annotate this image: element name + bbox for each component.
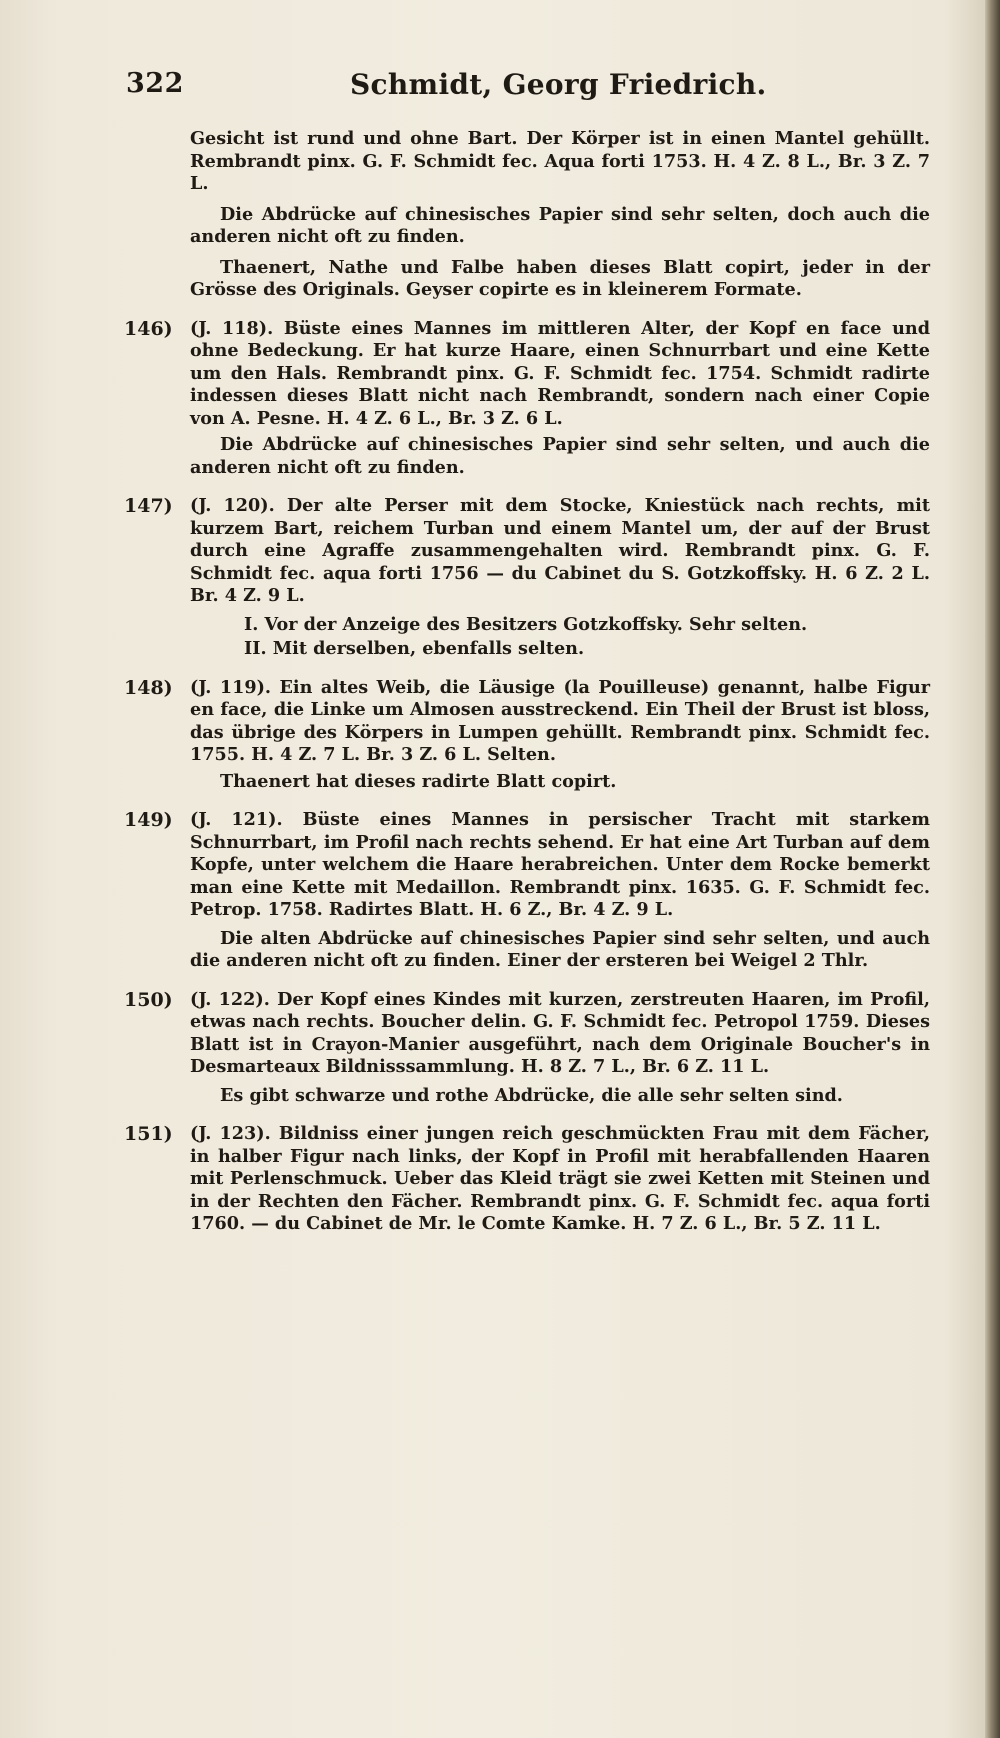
page-number: 322: [126, 68, 184, 99]
intro-paragraph: Thaenert, Nathe und Falbe haben dieses Blatt copirt, jeder in der Grösse des Originals. Geyser copirte es in kleinerem Formate.: [190, 256, 930, 300]
catalog-entry-151: [124, 1123, 930, 1236]
entry-note: Es gibt schwarze und rothe Abdrücke, die alle sehr selten sind.: [220, 1084, 843, 1106]
running-title: Schmidt, Georg Friedrich.: [350, 68, 767, 101]
page-header: [120, 64, 860, 108]
catalog-entry-147: [124, 495, 930, 661]
entry-note: Thaenert hat dieses radirte Blatt copirt.: [220, 770, 617, 792]
entry-number: 151): [124, 1123, 173, 1145]
entry-text: (J. 121). Büste eines Mannes in persischer Tracht mit starkem Schnurrbart, im Profil nach rechts sehend. Er hat eine Art Turban auf dem Kopfe, unter welchem die Haare herabreichen. Unter dem Rocke bemerkt man eine Kette mit Medaillon. Rembrandt pinx. 1635. G. F. Schmidt fec. Petrop. 1758. Radirtes Blatt. H. 6 Z., Br. 4 Z. 9 L.: [190, 809, 930, 920]
entry-number: 146): [124, 317, 173, 340]
catalog-entry-146: [124, 317, 930, 480]
page-body: [124, 128, 930, 1236]
entry-text: (J. 118). Büste eines Mannes im mittleren Alter, der Kopf en face und ohne Bedeckung. Er hat kurze Haare, einen Schnurrbart und eine Kette um den Hals. Rembrandt pinx. G. F. Schmidt fec. 1754. Schmidt radirte indessen dieses Blatt nicht nach Rembrandt, sondern nach einer Copie von A. Pesne. H. 4 Z. 6 L., Br. 3 Z. 6 L.: [190, 317, 930, 429]
entry-states: [190, 614, 930, 661]
entry-text: (J. 120). Der alte Perser mit dem Stocke, Kniestück nach rechts, mit kurzem Bart, reichem Turban und einem Mantel um, der auf der Brust durch eine Agraffe zusammengehalten wird. Rembrandt pinx. G. F. Schmidt fec. aqua forti 1756 — du Cabinet du S. Gotzkoffsky. H. 6 Z. 2 L. Br. 4 Z. 9 L.: [190, 495, 930, 606]
page-edge-shadow: [985, 0, 1000, 1738]
catalog-entry-149: [124, 809, 930, 973]
state-item: I. Vor der Anzeige des Besitzers Gotzkoffsky. Sehr selten.: [244, 613, 808, 635]
catalog-entry-148: [124, 676, 930, 794]
entry-number: 148): [124, 676, 173, 699]
catalog-entry-150: [124, 988, 930, 1108]
entry-number: 149): [124, 809, 173, 831]
entry-text: (J. 122). Der Kopf eines Kindes mit kurzen, zerstreuten Haaren, im Profil, etwas nach rechts. Boucher delin. G. F. Schmidt fec. Petropol 1759. Dieses Blatt ist in Crayon-Manier ausgeführt, nach dem Originale Boucher's in Desmarteaux Bildnisssammlung. H. 8 Z. 7 L., Br. 6 Z. 11 L.: [190, 988, 930, 1077]
entry-note: Die alten Abdrücke auf chinesisches Papier sind sehr selten, und auch die anderen nicht oft zu finden. Einer der ersteren bei Weigel 2 Thlr.: [190, 927, 930, 971]
state-item: II. Mit derselben, ebenfalls selten.: [244, 638, 585, 659]
entry-note: Die Abdrücke auf chinesisches Papier sind sehr selten, und auch die anderen nicht oft zu finden.: [190, 434, 930, 478]
entry-text: (J. 119). Ein altes Weib, die Läusige (la Pouilleuse) genannt, halbe Figur en face, die Linke um Almosen ausstreckend. Ein Theil der Brust ist bloss, das übrige des Körpers in Lumpen gehüllt. Rembrandt pinx. Schmidt fec. 1755. H. 4 Z. 7 L. Br. 3 Z. 6 L. Selten.: [190, 676, 930, 765]
entry-number: 147): [124, 495, 173, 517]
entry-text: (J. 123). Bildniss einer jungen reich geschmückten Frau mit dem Fächer, in halber Figur nach links, der Kopf in Profil mit herabfallenden Haaren mit Perlenschmuck. Ueber das Kleid trägt sie zwei Ketten mit Steinen und in der Rechten den Fächer. Rembrandt pinx. G. F. Schmidt fec. aqua forti 1760. — du Cabinet de Mr. le Comte Kamke. H. 7 Z. 6 L., Br. 5 Z. 11 L.: [190, 1123, 930, 1234]
entry-number: 150): [124, 988, 173, 1011]
intro-paragraph: Gesicht ist rund und ohne Bart. Der Körper ist in einen Mantel gehüllt. Rembrandt pinx. G. F. Schmidt fec. Aqua forti 1753. H. 4 Z. 8 L., Br. 3 Z. 7 L.: [190, 128, 930, 194]
intro-paragraph: Die Abdrücke auf chinesisches Papier sind sehr selten, doch auch die anderen nicht oft zu finden.: [190, 203, 930, 247]
